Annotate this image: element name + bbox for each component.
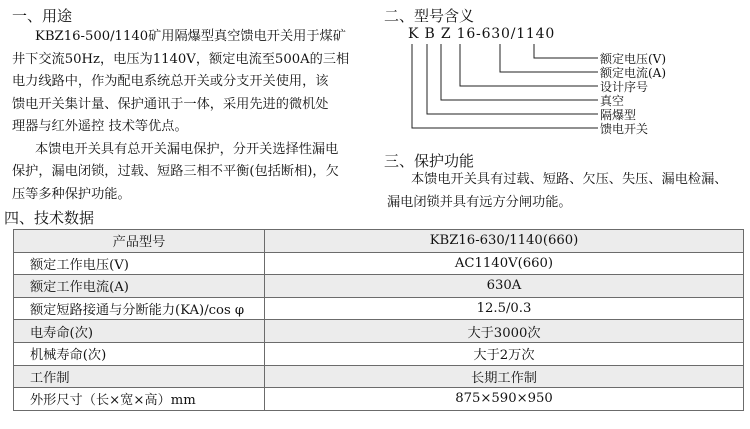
table-row: [14, 297, 744, 320]
table-cell-label: 额定短路接通与分断能力(KA)/cos φ: [14, 297, 265, 320]
model-code: K B Z 16-630/1140: [408, 26, 556, 42]
protection-section-title: 三、保护功能: [384, 152, 475, 170]
table-row: [14, 365, 744, 388]
table-cell-label: 外形尺寸（长×宽×高）mm: [14, 388, 265, 411]
usage-paragraph: [12, 26, 350, 206]
protection-line: 本馈电开关具有过载、短路、欠压、失压、漏电检漏、: [411, 172, 728, 187]
table-cell-value: 长期工作制: [265, 365, 744, 388]
table-cell-label: 额定工作电压(V): [14, 252, 265, 275]
table-cell-value: 12.5/0.3: [265, 297, 744, 320]
table-header-label: 产品型号: [14, 230, 265, 253]
table-row: [14, 252, 744, 275]
model-label-feeder: 馈电开关: [600, 122, 649, 136]
usage-line: 理器与红外遥控 技术等优点。: [12, 119, 188, 134]
table-row: [14, 342, 744, 365]
table-cell-label: 机械寿命(次): [14, 342, 265, 365]
model-label-explosion: 隔爆型: [600, 108, 637, 122]
table-cell-label: 额定工作电流(A): [14, 275, 265, 298]
usage-line: 电力线路中，作为配电系统总开关或分支开关使用，该: [12, 74, 329, 89]
model-diagram-lines: [400, 0, 750, 150]
usage-line: KBZ16-500/1140矿用隔爆型真空馈电开关用于煤矿: [35, 29, 346, 44]
table-cell-value: 630A: [265, 275, 744, 298]
model-label-vacuum: 真空: [600, 94, 625, 108]
table-row: [14, 320, 744, 343]
usage-section-title: 一、用途: [12, 7, 73, 25]
table-header-value: KBZ16-630/1140(660): [265, 230, 744, 253]
usage-line: 保护，漏电闭锁，过载、短路三相不平衡(包括断相)，欠: [12, 164, 339, 179]
usage-line: 馈电开关集计量、保护通讯于一体，采用先进的微机处: [12, 96, 329, 112]
table-cell-value: 大于2万次: [265, 342, 744, 365]
model-label-design: 设计序号: [600, 80, 649, 94]
tech-section-title: 四、技术数据: [4, 209, 95, 227]
leader-line-design: [460, 44, 598, 86]
table-cell-value: 875×590×950: [265, 388, 744, 411]
model-label-current: 额定电流(A): [600, 66, 667, 80]
table-header-row: [14, 230, 744, 253]
leader-line-explosion: [427, 44, 598, 114]
usage-line: 压等多种保护功能。: [12, 186, 131, 202]
usage-line: 本馈电开关具有总开关漏电保护，分开关选择性漏电: [35, 141, 339, 157]
table-cell-value: 大于3000次: [265, 320, 744, 343]
usage-line: 井下交流50Hz，电压为1140V，额定电流至500A的三相: [12, 51, 350, 67]
table-row: [14, 275, 744, 298]
protection-paragraph: [387, 169, 728, 214]
table-cell-value: AC1140V(660): [265, 252, 744, 275]
model-label-voltage: 额定电压(V): [600, 52, 667, 66]
table-cell-label: 工作制: [14, 365, 265, 388]
protection-line: 漏电闭锁并具有远方分闸功能。: [387, 194, 572, 210]
table-row: [14, 388, 744, 411]
table-cell-label: 电寿命(次): [14, 320, 265, 343]
leader-line-voltage: [534, 44, 598, 58]
model-section-title: 二、型号含义: [384, 7, 475, 25]
spec-table: [13, 229, 744, 411]
